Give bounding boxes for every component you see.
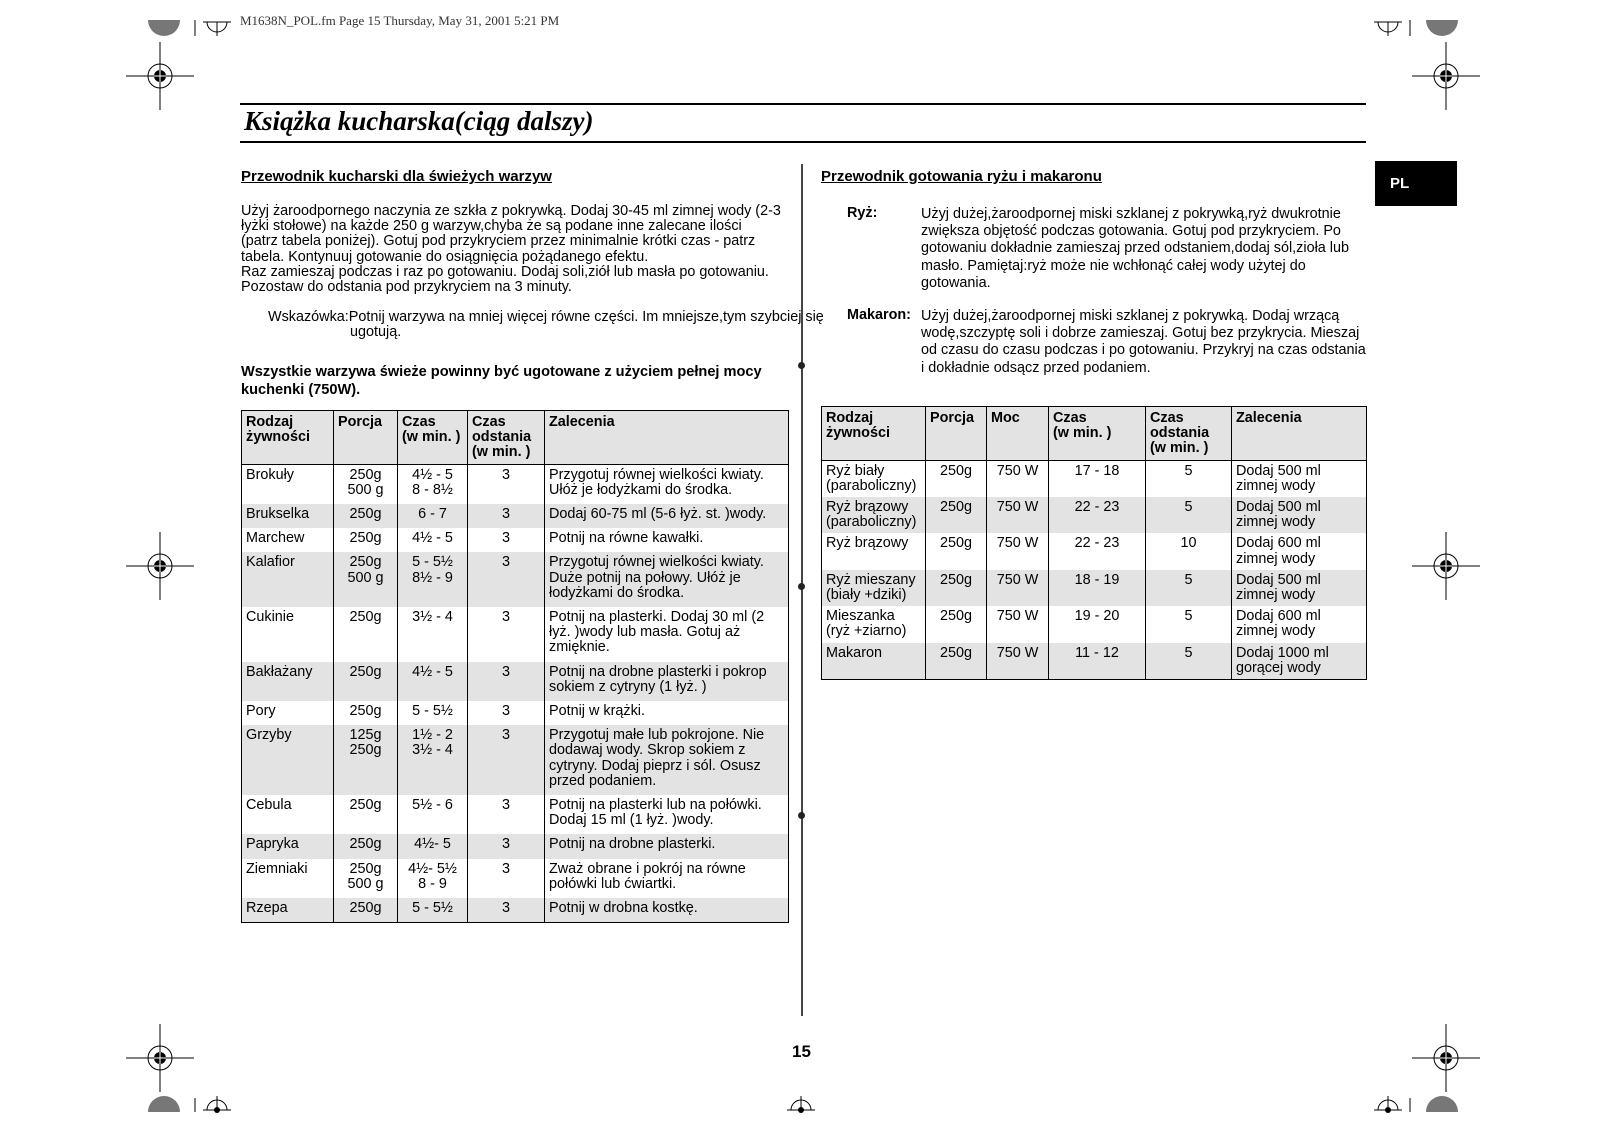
tip-text: Potnij warzywa na mniej więcej równe części. Im mniejsze,tym szybciej się ugotują. [348, 309, 824, 341]
table-cell: 3 [468, 504, 545, 528]
table-cell: Potnij na drobne plasterki i pokrop sokiem z cytryny (1 łyż. ) [545, 662, 789, 701]
column-header: Rodzaj żywności [242, 411, 334, 465]
table-cell: 1½ - 2 3½ - 4 [398, 725, 468, 795]
table-cell: 250g [926, 643, 987, 680]
table-cell: Ryż brązowy (paraboliczny) [822, 497, 926, 533]
column-header: Czas odstania (w min. ) [1146, 407, 1232, 461]
table-cell: 250g [334, 662, 398, 701]
table-row [822, 497, 1367, 533]
table-cell: Ziemniaki [242, 859, 334, 898]
table-cell: 250g [334, 528, 398, 552]
table-cell: 4½- 5½ 8 - 9 [398, 859, 468, 898]
pasta-label: Makaron: [847, 307, 911, 323]
table-cell: 4½- 5 [398, 834, 468, 858]
table-cell: 4½ - 5 8 - 8½ [398, 464, 468, 504]
table-cell: Przygotuj równej wielkości kwiaty. Duże potnij na połowy. Ułóż je łodyżkami do środka. [545, 552, 789, 607]
table-cell: 750 W [987, 643, 1049, 680]
table-cell: 5 [1146, 497, 1232, 533]
table-row [242, 464, 789, 504]
divider-dot [798, 583, 805, 590]
table-cell: Dodaj 600 ml zimnej wody [1232, 533, 1367, 569]
table-cell: 6 - 7 [398, 504, 468, 528]
table-cell: 5 - 5½ 8½ - 9 [398, 552, 468, 607]
title-top-rule [240, 103, 1366, 105]
table-cell: Cukinie [242, 607, 334, 662]
rice-label: Ryż: [847, 205, 878, 221]
table-cell: 250g [926, 606, 987, 642]
table-header-row [242, 411, 789, 465]
divider-dot [798, 812, 805, 819]
table-cell: 750 W [987, 533, 1049, 569]
table-cell: 3 [468, 725, 545, 795]
title-bottom-rule [240, 141, 1366, 143]
column-header: Zalecenia [545, 411, 789, 465]
rice-text: Użyj dużej,żaroodpornej miski szklanej z pokrywką,ryż dwukrotnie zwiększa objętość podczas gotowania. Gotuj pod przykryciem. Po gotowaniu dokładnie zamieszaj przed odstaniem,dodaj sól,zioła lub masło. Pamiętaj:ryż może nie wchłonąć całej wody użytej do gotowania. [921, 206, 1349, 291]
column-header: Porcja [926, 407, 987, 461]
table-cell: 22 - 23 [1049, 533, 1146, 569]
table-cell: 250g [926, 497, 987, 533]
registration-mark-icon [126, 532, 194, 600]
table-cell: 250g [926, 460, 987, 497]
table-row [242, 795, 789, 834]
color-wheel-icon [148, 20, 180, 36]
table-cell: 250g [334, 607, 398, 662]
color-wheel-icon [148, 1096, 180, 1112]
vegetables-table [241, 410, 789, 923]
column-divider [801, 164, 803, 1016]
full-power-note: Wszystkie warzywa świeże powinny być ugotowane z użyciem pełnej mocy kuchenki (750W). [241, 364, 762, 398]
vegetables-intro: Użyj żaroodpornego naczynia ze szkła z pokrywką. Dodaj 30-45 ml zimnej wody (2-3 łyżki stołowe) na każde 250 g warzyw,chyba że są podane inne zalecane ilości (patrz tabela poniżej). Gotuj pod przykryciem przez minimalnie krótki czas - patrz tabela. Kontynuuj gotowanie do osiągnięcia pożądanego efektu. Raz zamieszaj podczas i raz po gotowaniu. Dodaj soli,ziół lub masła po gotowaniu. Pozostaw do odstania pod przykryciem na 3 minuty. [241, 203, 781, 296]
table-row [242, 607, 789, 662]
table-cell: 5½ - 6 [398, 795, 468, 834]
table-cell: Marchew [242, 528, 334, 552]
table-cell: 17 - 18 [1049, 460, 1146, 497]
table-row [242, 898, 789, 923]
table-cell: Dodaj 500 ml zimnej wody [1232, 570, 1367, 606]
table-cell: Bakłażany [242, 662, 334, 701]
table-cell: 22 - 23 [1049, 497, 1146, 533]
table-cell: Brokuły [242, 464, 334, 504]
language-tab: PL [1375, 161, 1457, 206]
table-row [242, 725, 789, 795]
column-header: Zalecenia [1232, 407, 1367, 461]
table-cell: 19 - 20 [1049, 606, 1146, 642]
table-row [242, 504, 789, 528]
table-cell: 750 W [987, 606, 1049, 642]
table-cell: Przygotuj równej wielkości kwiaty. Ułóż je łodyżkami do środka. [545, 464, 789, 504]
table-cell: 250g 500 g [334, 464, 398, 504]
table-row [242, 552, 789, 607]
table-cell: Ryż biały (paraboliczny) [822, 460, 926, 497]
table-row [242, 834, 789, 858]
table-row [242, 662, 789, 701]
vegetables-heading: Przewodnik kucharski dla świeżych warzyw [241, 168, 552, 185]
table-cell: 3 [468, 607, 545, 662]
table-cell: 5 [1146, 643, 1232, 680]
table-cell: 3 [468, 528, 545, 552]
table-cell: Brukselka [242, 504, 334, 528]
table-cell: Cebula [242, 795, 334, 834]
table-cell: Dodaj 60-75 ml (5-6 łyż. st. )wody. [545, 504, 789, 528]
table-cell: 4½ - 5 [398, 528, 468, 552]
table-cell: Ryż brązowy [822, 533, 926, 569]
table-cell: Dodaj 500 ml zimnej wody [1232, 460, 1367, 497]
table-cell: Pory [242, 701, 334, 725]
table-header-row [822, 407, 1367, 461]
table-cell: Przygotuj małe lub pokrojone. Nie dodawaj wody. Skrop sokiem z cytryny. Dodaj pieprz i sól. Osusz przed podaniem. [545, 725, 789, 795]
table-cell: 18 - 19 [1049, 570, 1146, 606]
table-cell: 3 [468, 662, 545, 701]
table-cell: Grzyby [242, 725, 334, 795]
table-cell: Ryż mieszany (biały +dziki) [822, 570, 926, 606]
rice-pasta-heading: Przewodnik gotowania ryżu i makaronu [821, 168, 1102, 185]
table-cell: 3½ - 4 [398, 607, 468, 662]
table-cell: 10 [1146, 533, 1232, 569]
registration-mark-icon [126, 42, 194, 110]
registration-mark-icon [1412, 532, 1480, 600]
table-cell: 3 [468, 552, 545, 607]
registration-mark-icon [1412, 1024, 1480, 1092]
table-row [242, 528, 789, 552]
table-cell: 3 [468, 898, 545, 923]
table-cell: Potnij w drobna kostkę. [545, 898, 789, 923]
table-row [242, 701, 789, 725]
table-cell: 250g [334, 701, 398, 725]
table-cell: Potnij na równe kawałki. [545, 528, 789, 552]
table-cell: 11 - 12 [1049, 643, 1146, 680]
table-cell: 3 [468, 701, 545, 725]
tip-label: Wskazówka: [268, 309, 349, 325]
rice-table [821, 406, 1367, 680]
print-header: M1638N_POL.fm Page 15 Thursday, May 31, 2001 5:21 PM [240, 13, 560, 28]
table-cell: Kalafior [242, 552, 334, 607]
column-header: Moc [987, 407, 1049, 461]
table-cell: 5 - 5½ [398, 898, 468, 923]
table-row [822, 643, 1367, 680]
table-cell: Zważ obrane i pokrój na równe połówki lub ćwiartki. [545, 859, 789, 898]
table-cell: 3 [468, 795, 545, 834]
table-cell: 5 [1146, 570, 1232, 606]
table-cell: 3 [468, 464, 545, 504]
table-cell: Dodaj 600 ml zimnej wody [1232, 606, 1367, 642]
table-cell: 3 [468, 859, 545, 898]
table-cell: 750 W [987, 570, 1049, 606]
table-cell: 3 [468, 834, 545, 858]
registration-mark-icon [126, 1024, 194, 1092]
table-cell: 250g [334, 504, 398, 528]
table-cell: Papryka [242, 834, 334, 858]
table-cell: 250g [926, 533, 987, 569]
table-cell: 250g [334, 834, 398, 858]
pasta-text: Użyj dużej,żaroodpornej miski szklanej z pokrywką. Dodaj wrzącą wodę,szczyptę soli i dobrze zamieszaj. Gotuj bez przykrycia. Mieszaj od czasu do czasu podczas i po gotowaniu. Przykryj na czas odstania i dokładnie odsącz przed podaniem. [921, 308, 1366, 376]
registration-mark-icon [1412, 42, 1480, 110]
table-cell: 250g [334, 795, 398, 834]
table-row [822, 460, 1367, 497]
table-cell: Mieszanka (ryż +ziarno) [822, 606, 926, 642]
table-cell: Potnij na drobne plasterki. [545, 834, 789, 858]
column-header: Czas (w min. ) [398, 411, 468, 465]
table-cell: Dodaj 1000 ml gorącej wody [1232, 643, 1367, 680]
color-wheel-icon [1426, 1096, 1458, 1112]
divider-dot [798, 362, 805, 369]
color-wheel-icon [1426, 20, 1458, 36]
column-header: Czas (w min. ) [1049, 407, 1146, 461]
table-cell: Rzepa [242, 898, 334, 923]
table-row [822, 570, 1367, 606]
table-cell: 250g [926, 570, 987, 606]
table-row [822, 533, 1367, 569]
table-cell: 250g [334, 898, 398, 923]
column-header: Porcja [334, 411, 398, 465]
table-cell: Potnij w krążki. [545, 701, 789, 725]
table-cell: Dodaj 500 ml zimnej wody [1232, 497, 1367, 533]
table-cell: 4½ - 5 [398, 662, 468, 701]
table-cell: 750 W [987, 497, 1049, 533]
table-cell: 750 W [987, 460, 1049, 497]
table-cell: 5 - 5½ [398, 701, 468, 725]
column-header: Rodzaj żywności [822, 407, 926, 461]
column-header: Czas odstania (w min. ) [468, 411, 545, 465]
table-cell: 250g 500 g [334, 552, 398, 607]
table-cell: Makaron [822, 643, 926, 680]
table-cell: 5 [1146, 606, 1232, 642]
table-cell: 125g 250g [334, 725, 398, 795]
tip-block [268, 310, 875, 340]
table-cell: 250g 500 g [334, 859, 398, 898]
table-cell: Potnij na plasterki lub na połówki. Dodaj 15 ml (1 łyż. )wody. [545, 795, 789, 834]
page-title: Książka kucharska(ciąg dalszy) [244, 106, 594, 136]
page-number: 15 [792, 1042, 811, 1061]
table-row [822, 606, 1367, 642]
table-cell: 5 [1146, 460, 1232, 497]
table-cell: Potnij na plasterki. Dodaj 30 ml (2 łyż. )wody lub masła. Gotuj aż zmięknie. [545, 607, 789, 662]
table-row [242, 859, 789, 898]
